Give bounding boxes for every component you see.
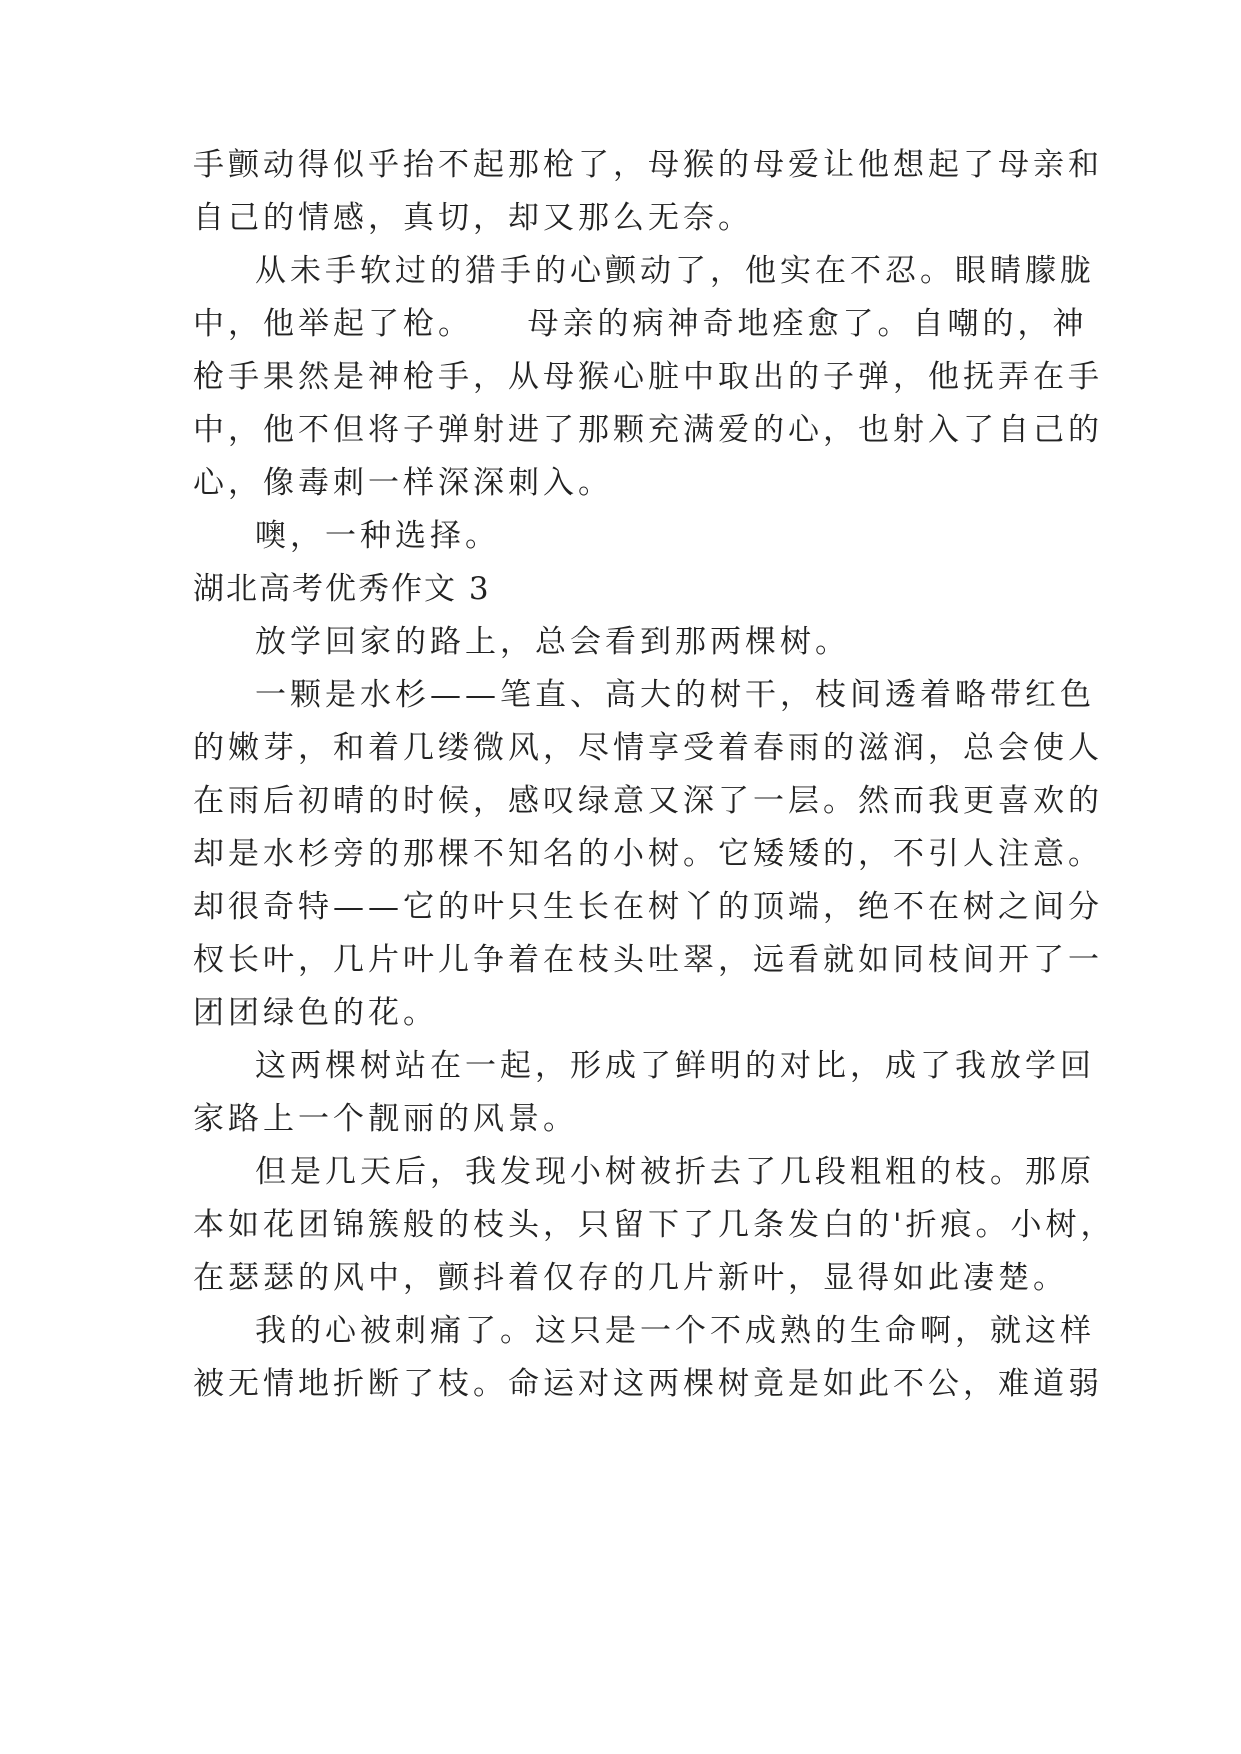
text-line: 中，他举起了枪。 母亲的病神奇地痊愈了。自嘲的，神 bbox=[193, 306, 1088, 342]
text-line: 中，他不但将子弹射进了那颗充满爱的心，也射入了自己的 bbox=[193, 412, 1103, 448]
text-line: 本如花团锦簇般的枝头，只留下了几条发白的'折痕。小树， bbox=[193, 1207, 1116, 1243]
text-line: 枪手果然是神枪手，从母猴心脏中取出的子弹，他抚弄在手 bbox=[193, 359, 1103, 395]
paragraph-start-line: 放学回家的路上，总会看到那两棵树。 bbox=[255, 624, 850, 660]
text-line: 却是水杉旁的那棵不知名的小树。它矮矮的，不引人注意。 bbox=[193, 836, 1103, 872]
text-line: 在雨后初晴的时候，感叹绿意又深了一层。然而我更喜欢的 bbox=[193, 783, 1103, 819]
text-line: 在瑟瑟的风中，颤抖着仅存的几片新叶，显得如此凄楚。 bbox=[193, 1260, 1068, 1296]
text-line: 却很奇特——它的叶只生长在树丫的顶端，绝不在树之间分 bbox=[193, 889, 1103, 925]
paragraph-start-line: 从未手软过的猎手的心颤动了，他实在不忍。眼睛朦胧 bbox=[255, 253, 1095, 289]
paragraph-start-line: 噢，一种选择。 bbox=[255, 518, 500, 554]
text-line: 的嫩芽，和着几缕微风，尽情享受着春雨的滋润，总会使人 bbox=[193, 730, 1103, 766]
text-line: 自己的情感，真切，却又那么无奈。 bbox=[193, 200, 753, 236]
paragraph-start-line: 但是几天后，我发现小树被折去了几段粗粗的枝。那原 bbox=[255, 1154, 1095, 1190]
paragraph-start-line: 我的心被刺痛了。这只是一个不成熟的生命啊，就这样 bbox=[255, 1313, 1095, 1349]
text-line: 家路上一个靓丽的风景。 bbox=[193, 1101, 578, 1137]
text-line: 杈长叶，几片叶儿争着在枝头吐翠，远看就如同枝间开了一 bbox=[193, 942, 1103, 978]
section-heading: 湖北高考优秀作文 3 bbox=[193, 571, 491, 607]
text-line: 心，像毒刺一样深深刺入。 bbox=[193, 465, 613, 501]
text-line: 手颤动得似乎抬不起那枪了，母猴的母爱让他想起了母亲和 bbox=[193, 147, 1103, 183]
text-line: 被无情地折断了枝。命运对这两棵树竟是如此不公，难道弱 bbox=[193, 1366, 1103, 1402]
paragraph-start-line: 一颗是水杉——笔直、高大的树干，枝间透着略带红色 bbox=[255, 677, 1095, 713]
text-line: 团团绿色的花。 bbox=[193, 995, 438, 1031]
paragraph-start-line: 这两棵树站在一起，形成了鲜明的对比，成了我放学回 bbox=[255, 1048, 1095, 1084]
